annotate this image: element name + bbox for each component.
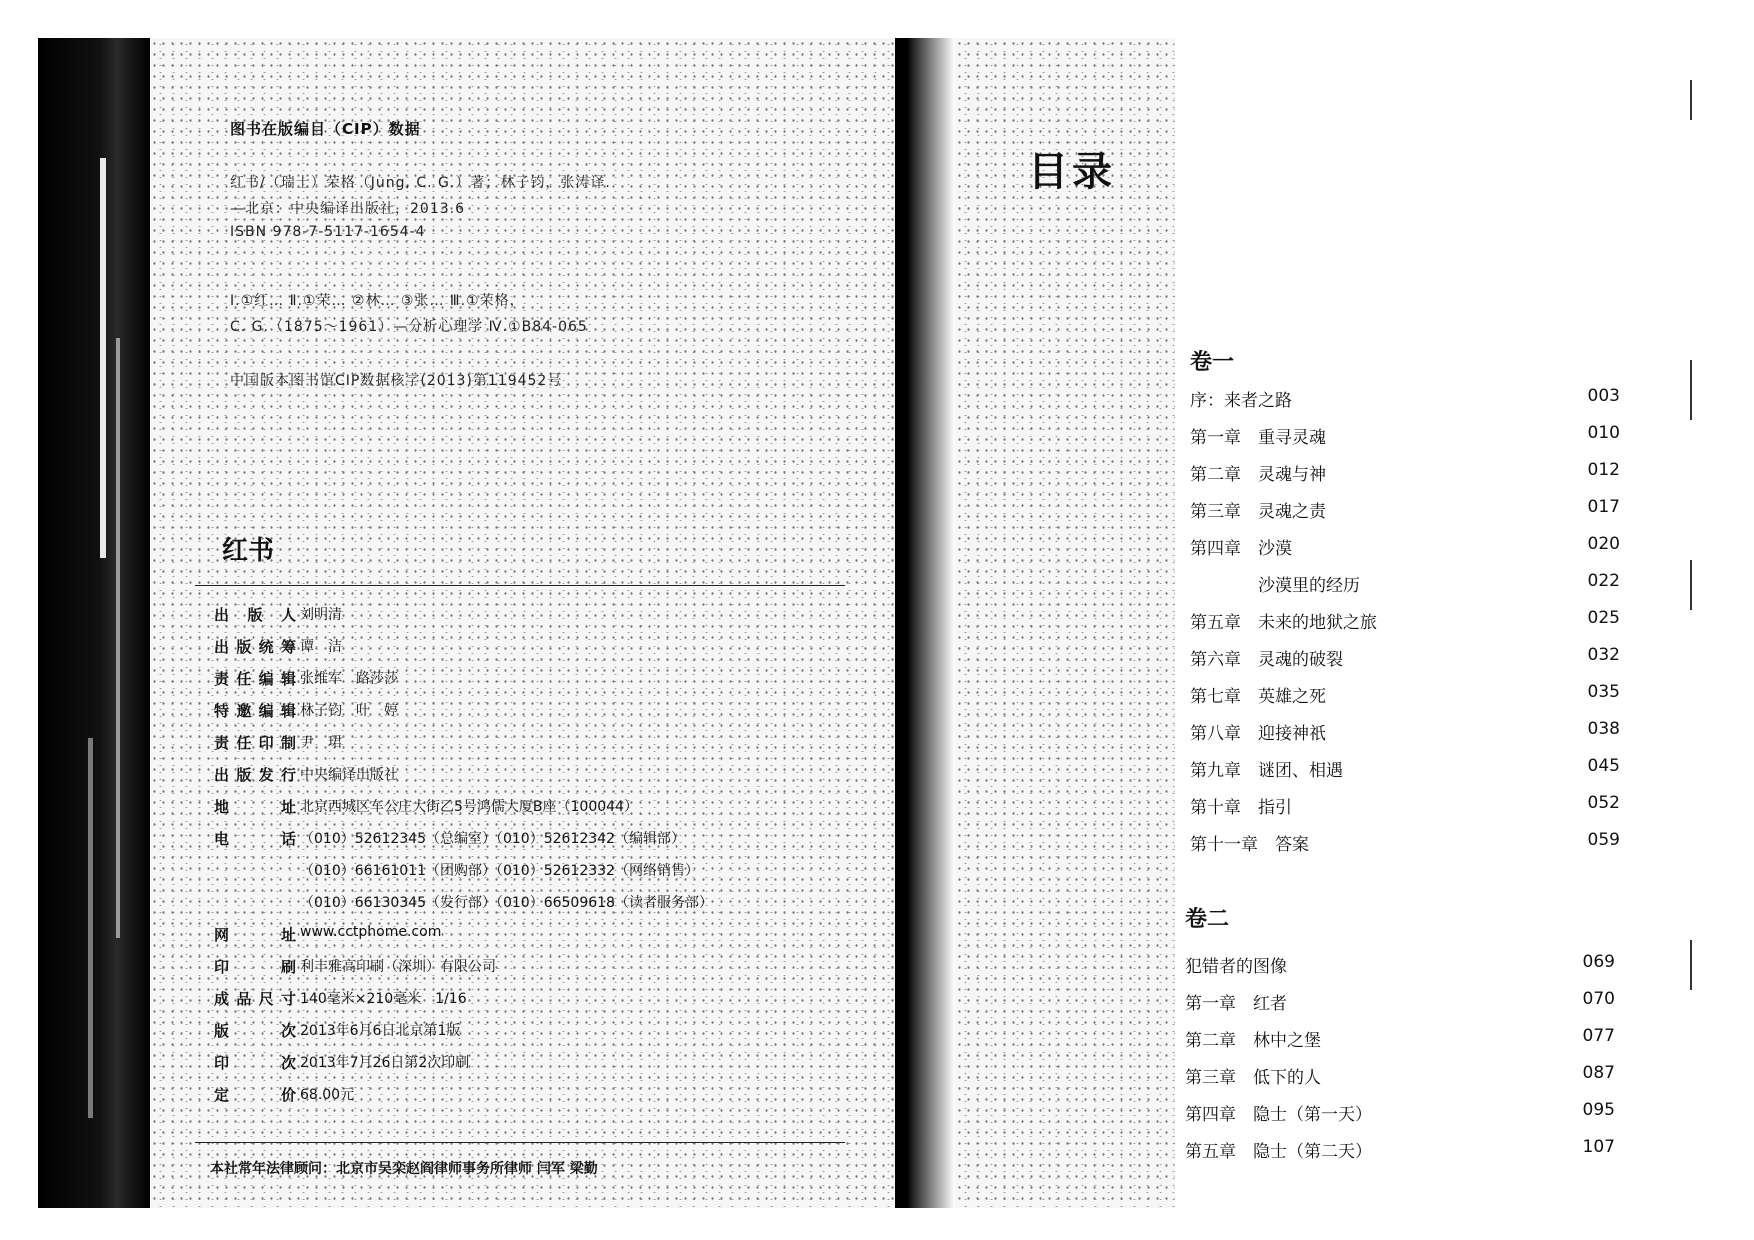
toc-entry-label: 第三章 低下的人 xyxy=(1185,1068,1321,1088)
info-label: 责任编辑 xyxy=(214,670,296,688)
info-value: （010）52612345（总编室）（010）52612342（编辑部） xyxy=(300,831,685,847)
toc-entry-label: 序：来者之路 xyxy=(1190,391,1292,411)
toc-entry-label: 第五章 未来的地狱之旅 xyxy=(1190,613,1377,633)
page-edge-mark xyxy=(1690,940,1692,990)
cip-heading: 图书在版编目（CIP）数据 xyxy=(230,120,421,138)
toc-entry-page: 020 xyxy=(1587,534,1620,554)
toc-entry-page: 070 xyxy=(1582,989,1615,1009)
info-value: 2013年6月6日北京第1版 xyxy=(300,1023,461,1039)
toc-entry-label: 第七章 英雄之死 xyxy=(1190,687,1326,707)
info-label: 印 次 xyxy=(214,1054,296,1072)
toc-entry-page: 087 xyxy=(1582,1063,1615,1083)
page-edge-mark xyxy=(1690,560,1692,610)
book-gutter xyxy=(895,38,955,1208)
info-value: 北京西城区车公庄大街乙5号鸿儒大厦B座（100044） xyxy=(300,799,638,815)
toc-entry-page: 052 xyxy=(1587,793,1620,813)
cip-line: 中国版本图书馆CIP数据核字(2013)第119452号 xyxy=(230,373,563,389)
toc-entry-label: 第四章 沙漠 xyxy=(1190,539,1292,559)
info-value: 140毫米×210毫米 1/16 xyxy=(300,991,467,1007)
info-value: （010）66161011（团购部）（010）52612332（网络销售） xyxy=(300,863,699,879)
info-value: 2013年7月26日第2次印刷 xyxy=(300,1055,470,1071)
toc-entry-label: 第二章 林中之堡 xyxy=(1185,1031,1321,1051)
toc-entry-label: 第六章 灵魂的破裂 xyxy=(1190,650,1343,670)
info-value: 谭 洁 xyxy=(300,639,342,655)
info-label: 特邀编辑 xyxy=(214,702,296,720)
toc-entry-page: 069 xyxy=(1582,952,1615,972)
toc-entry-page: 022 xyxy=(1587,571,1620,591)
cip-line: —北京：中央编译出版社，2013.6 xyxy=(230,201,465,217)
toc-entry-label: 第八章 迎接神祇 xyxy=(1190,724,1326,744)
info-label: 出版人 xyxy=(214,606,296,624)
info-label: 责任印制 xyxy=(214,734,296,752)
toc-entry-page: 010 xyxy=(1587,423,1620,443)
info-value: 尹 珺 xyxy=(300,735,342,751)
volume1-heading: 卷一 xyxy=(1190,350,1235,375)
toc-entry-page: 012 xyxy=(1587,460,1620,480)
toc-entry-label: 犯错者的图像 xyxy=(1185,957,1287,977)
toc-entry-label: 第四章 隐士（第一天） xyxy=(1185,1105,1372,1125)
divider-bottom xyxy=(195,1142,845,1143)
toc-entry-page: 077 xyxy=(1582,1026,1615,1046)
book-spine xyxy=(38,38,150,1208)
info-label: 出版统筹 xyxy=(214,638,296,656)
toc-entry-label: 第五章 隐士（第二天） xyxy=(1185,1142,1372,1162)
info-label: 网 址 xyxy=(214,926,296,944)
info-value: 中央编译出版社 xyxy=(300,767,398,783)
info-label: 电 话 xyxy=(214,830,296,848)
cip-line: 红书/（瑞士）荣格（Jung, C. G.）著；林子钧，张涛译. xyxy=(230,175,611,191)
toc-entry-page: 107 xyxy=(1582,1137,1615,1157)
page-edge-mark xyxy=(1690,360,1692,420)
toc-entry-label: 第三章 灵魂之责 xyxy=(1190,502,1326,522)
info-label: 印 刷 xyxy=(214,958,296,976)
info-label: 出版发行 xyxy=(214,766,296,784)
toc-entry-page: 003 xyxy=(1587,386,1620,406)
toc-entry-label: 第九章 谜团、相遇 xyxy=(1190,761,1343,781)
toc-entry-page: 035 xyxy=(1587,682,1620,702)
cip-line: ISBN 978-7-5117-1654-4 xyxy=(230,224,426,240)
info-label: 地 址 xyxy=(214,798,296,816)
toc-entry-page: 032 xyxy=(1587,645,1620,665)
toc-entry-page: 017 xyxy=(1587,497,1620,517)
book-title: 红书 xyxy=(222,536,275,566)
toc-entry-label: 第一章 重寻灵魂 xyxy=(1190,428,1326,448)
toc-entry-page: 095 xyxy=(1582,1100,1615,1120)
toc-entry-label: 第二章 灵魂与神 xyxy=(1190,465,1326,485)
toc-entry-label: 第十一章 答案 xyxy=(1190,835,1309,855)
toc-title: 目录 xyxy=(1028,149,1116,195)
info-value: 利丰雅高印刷（深圳）有限公司 xyxy=(300,959,496,975)
divider-top xyxy=(195,585,845,586)
volume2-heading: 卷二 xyxy=(1185,907,1230,932)
toc-entry-page: 025 xyxy=(1587,608,1620,628)
info-value: www.cctphome.com xyxy=(300,924,442,940)
info-value: 林子钧 叶 婷 xyxy=(300,703,398,719)
info-value: 张维军 路莎莎 xyxy=(300,671,398,687)
page-edge-mark xyxy=(1690,80,1692,120)
cip-line: C. G.（1875～1961）—分析心理学 Ⅳ.①B84-065 xyxy=(230,319,588,335)
info-label: 版 次 xyxy=(214,1022,296,1040)
cip-line: Ⅰ.①红… Ⅱ.①荣… ②林… ③张… Ⅲ.①荣格， xyxy=(230,293,525,309)
info-value: 刘明清 xyxy=(300,607,342,623)
info-label: 成品尺寸 xyxy=(214,990,296,1008)
toc-entry-label: 第十章 指引 xyxy=(1190,798,1292,818)
toc-entry-label: 第一章 红者 xyxy=(1185,994,1287,1014)
toc-entry-page: 038 xyxy=(1587,719,1620,739)
toc-entry-page: 059 xyxy=(1587,830,1620,850)
info-label: 定 价 xyxy=(214,1086,296,1104)
legal-notice: 本社常年法律顾问：北京市吴栾赵阎律师事务所律师 闫军 梁勤 xyxy=(210,1161,598,1177)
toc-entry-label: 沙漠里的经历 xyxy=(1190,576,1360,596)
toc-entry-page: 045 xyxy=(1587,756,1620,776)
info-value: 68.00元 xyxy=(300,1087,355,1103)
info-value: （010）66130345（发行部）（010）66509618（读者服务部） xyxy=(300,895,713,911)
